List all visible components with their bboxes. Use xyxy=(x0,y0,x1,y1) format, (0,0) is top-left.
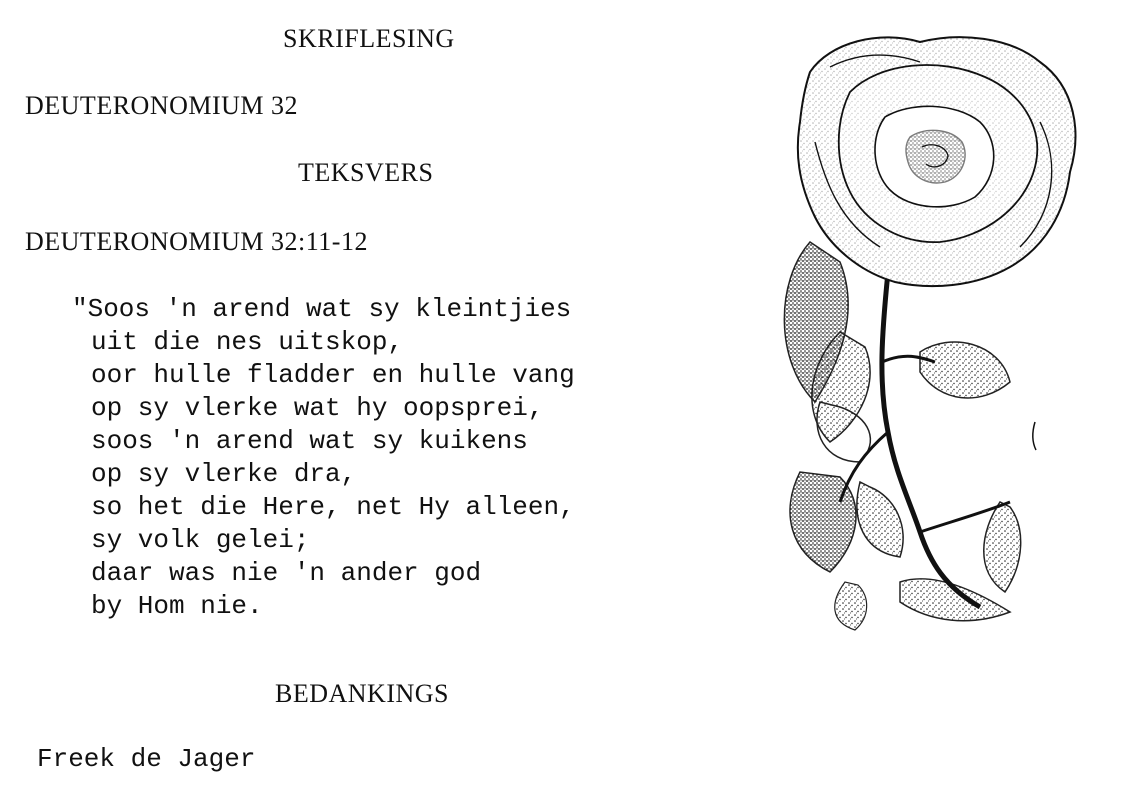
reading-reference: DEUTERONOMIUM 32 xyxy=(25,91,299,120)
verse-line: so het die Here, net Hy alleen, xyxy=(91,492,575,522)
verse-text xyxy=(72,293,575,623)
heading-teksvers: TEKSVERS xyxy=(298,158,434,187)
rose-illustration-icon xyxy=(770,32,1090,632)
verse-line: sy volk gelei; xyxy=(91,525,310,555)
verse-line: uit die nes uitskop, xyxy=(91,327,404,357)
verse-line: "Soos 'n arend wat sy kleintjies xyxy=(72,294,572,324)
thanks-name: Freek de Jager xyxy=(37,744,256,774)
verse-line: daar was nie 'n ander god xyxy=(91,558,482,588)
verse-line: by Hom nie. xyxy=(91,591,263,621)
heading-bedankings: BEDANKINGS xyxy=(275,679,449,708)
verse-line: op sy vlerke dra, xyxy=(91,459,357,489)
verse-reference: DEUTERONOMIUM 32:11-12 xyxy=(25,227,368,256)
heading-skriflesing: SKRIFLESING xyxy=(283,24,455,53)
verse-line: soos 'n arend wat sy kuikens xyxy=(91,426,528,456)
verse-line: op sy vlerke wat hy oopsprei, xyxy=(91,393,544,423)
verse-line: oor hulle fladder en hulle vang xyxy=(91,360,575,390)
